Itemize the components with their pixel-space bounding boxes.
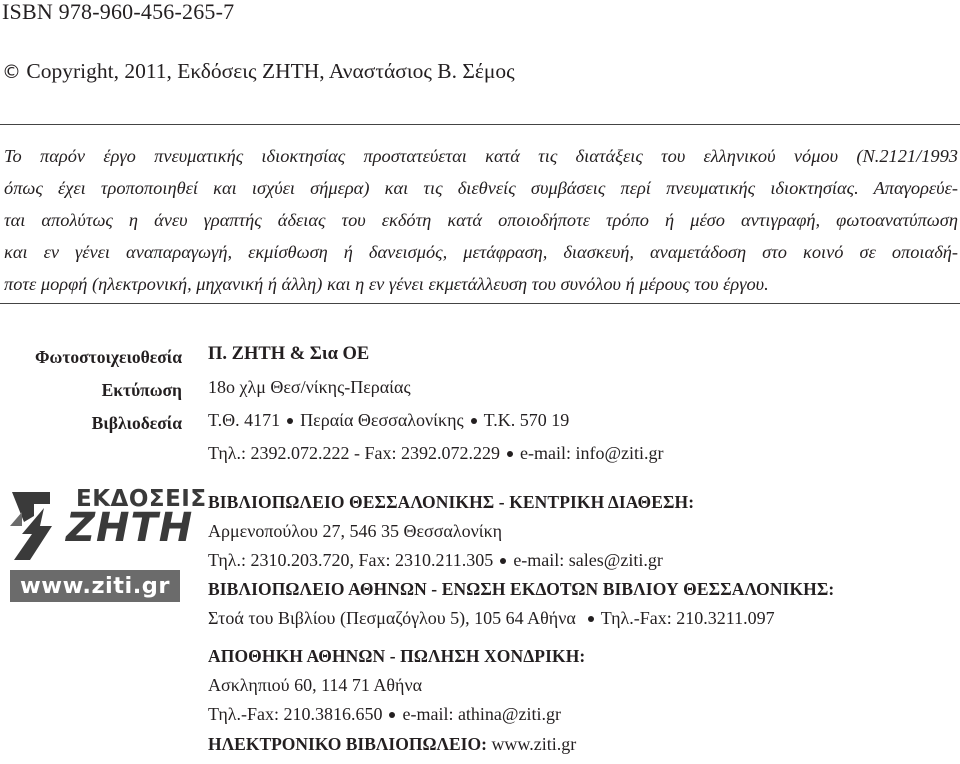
bookstore-address: Στοά του Βιβλίου (Πεσμαζόγλου 5), 105 64 Αθήνα [208,608,576,628]
copyright-symbol: © [2,61,21,83]
role-typesetting: Φωτοστοιχειοθεσία [35,347,182,367]
bookstore-athens [208,575,834,633]
warehouse-address: Ασκληπιού 60, 114 71 Αθήνα [208,675,423,695]
warehouse-phone-fax: Τηλ.-Fax: 210.3816.650 [208,704,383,724]
warehouse-contact [208,700,585,729]
logo-publisher-label: ΕΚΔΟΣΕΙΣ [76,486,207,512]
printer-info [208,338,664,470]
legal-line: και εν γένει αναπαραγωγή, εκμίσθωση ή δανεισμός, μετάφραση, διασκευή, αναμετάδοση στο κοινό σε οποιαδή- [4,242,958,262]
bullet-icon [500,558,506,564]
printer-name: Π. ΖΗΤΗ & Σια ΟΕ [208,344,370,364]
bullet-icon [287,418,293,424]
production-roles [35,341,182,440]
bookstore-phone-fax: Τηλ.-Fax: 210.3211.097 [600,608,775,628]
bullet-icon [471,418,477,424]
divider-middle [0,303,960,304]
bookstore-title: ΒΙΒΛΙΟΠΩΛΕΙΟ ΑΘΗΝΩΝ - ΕΝΩΣΗ ΕΚΔΟΤΩΝ ΒΙΒΛΙΟΥ ΘΕΣΣΑΛΟΝΙΚΗΣ: [208,579,835,599]
ebookstore-title: ΗΛΕΚΤΡΟΝΙΚΟ ΒΙΒΛΙΟΠΩΛΕΙΟ: [208,734,487,754]
bullet-icon [588,616,594,622]
printer-city: Περαία Θεσσαλονίκης [300,410,464,430]
legal-notice [4,140,958,300]
bullet-icon [389,712,395,718]
bookstore-phone-fax: Τηλ.: 2310.203.720, Fax: 2310.211.305 [208,550,494,570]
printer-postal [208,404,664,437]
bookstore-contact [208,604,834,633]
printer-postcode: Τ.Κ. 570 19 [483,410,570,430]
isbn: ISBN 978-960-456-265-7 [2,0,235,24]
bookstore-email: e-mail: sales@ziti.gr [513,550,663,570]
ziti-logo-icon [10,486,70,566]
printer-contact [208,437,664,470]
bookstore-contact [208,546,694,575]
legal-line: ται απολύτως η άνευ γραπτής άδειας του εκδότη κατά οποιοδήποτε τρόπο ή μέσο αντιγραφή, φωτοανατύπωση [4,210,958,230]
printer-phone-fax: Τηλ.: 2392.072.222 - Fax: 2392.072.229 [208,443,500,463]
role-binding: Βιβλιοδεσία [91,413,182,433]
bookstore-address: Αρμενοπούλου 27, 546 35 Θεσσαλονίκη [208,521,503,541]
printer-po-box: Τ.Θ. 4171 [208,410,281,430]
publisher-logo [10,486,207,604]
legal-line: Το παρόν έργο πνευματικής ιδιοκτησίας προστατεύεται κατά τις διατάξεις του ελληνικού νόμου (Ν.2121/1993 [4,146,958,166]
divider-top [0,124,960,125]
copyright-text: Copyright, 2011, Εκδόσεις ΖΗΤΗ, Αναστάσιος Β. Σέμος [26,59,515,83]
printer-email: e-mail: info@ziti.gr [519,443,664,463]
role-printing: Εκτύπωση [101,380,182,400]
ebookstore-url[interactable]: www.ziti.gr [491,734,577,754]
bookstore-thessaloniki [208,488,694,575]
copyright-notice [2,59,515,84]
legal-line: ποτε μορφή (ηλεκτρονική, μηχανική ή άλλη) και η εν γένει εκμετάλλευση του συνόλου ή μέρους του έργου. [4,274,769,294]
warehouse-athens [208,642,585,729]
logo-url: www.ziti.gr [10,570,180,602]
bookstore-title: ΒΙΒΛΙΟΠΩΛΕΙΟ ΘΕΣΣΑΛΟΝΙΚΗΣ - ΚΕΝΤΡΙΚΗ ΔΙΑΘΕΣΗ: [208,492,695,512]
ebookstore [208,734,576,755]
bullet-icon [507,451,513,457]
logo-brand-name: ΖΗΤΗ [66,505,194,551]
warehouse-title: ΑΠΟΘΗΚΗ ΑΘΗΝΩΝ - ΠΩΛΗΣΗ ΧΟΝΔΡΙΚΗ: [208,646,586,666]
warehouse-email: e-mail: athina@ziti.gr [402,704,561,724]
legal-line: όπως έχει τροποποιηθεί και ισχύει σήμερα) και τις διεθνείς συμβάσεις περί πνευματικής ιδιοκτησίας. Απαγορεύε- [4,178,958,198]
printer-address: 18ο χλμ Θεσ/νίκης-Περαίας [208,377,411,397]
